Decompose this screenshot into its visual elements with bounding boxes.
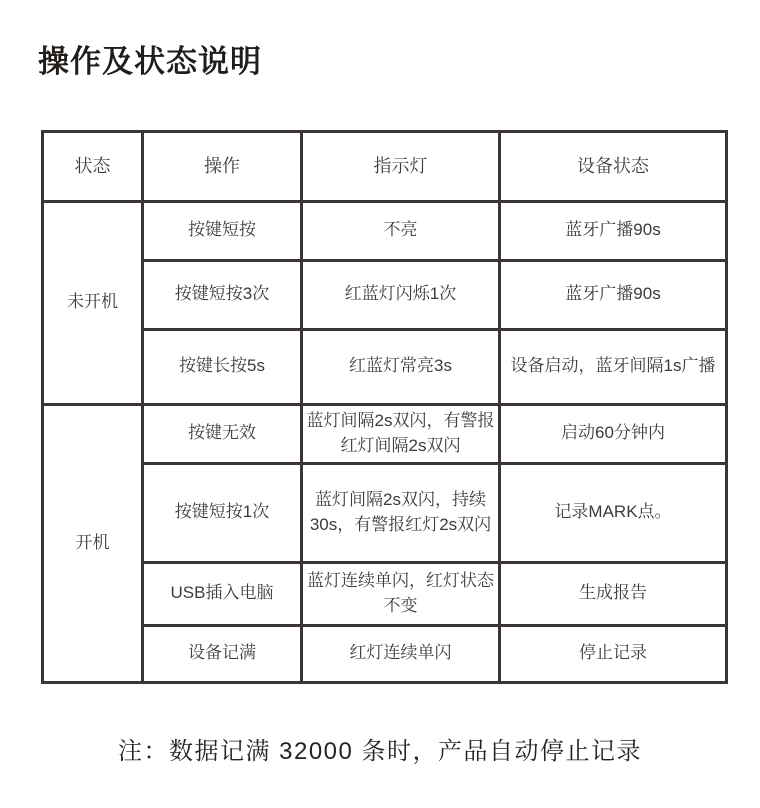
cell-indicator: 蓝灯间隔2s双闪，有警报红灯间隔2s双闪 xyxy=(302,404,500,463)
cell-device-status: 停止记录 xyxy=(500,625,727,682)
cell-operation: USB插入电脑 xyxy=(143,562,302,625)
table-row xyxy=(43,404,727,463)
header-operation: 操作 xyxy=(143,131,302,201)
cell-operation: 按键长按5s xyxy=(143,329,302,404)
footnote: 注：数据记满 32000 条时，产品自动停止记录 xyxy=(117,737,643,765)
cell-operation: 按键无效 xyxy=(143,404,302,463)
cell-state-off: 未开机 xyxy=(43,201,143,404)
cell-indicator: 不亮 xyxy=(302,201,500,260)
page-title: 操作及状态说明 xyxy=(38,44,262,79)
cell-indicator: 红灯连续单闪 xyxy=(302,625,500,682)
header-indicator: 指示灯 xyxy=(302,131,500,201)
cell-indicator: 红蓝灯常亮3s xyxy=(302,329,500,404)
cell-operation: 按键短按 xyxy=(143,201,302,260)
cell-operation: 按键短按1次 xyxy=(143,463,302,562)
table-row xyxy=(43,625,727,682)
cell-indicator: 红蓝灯闪烁1次 xyxy=(302,260,500,329)
cell-device-status: 启动60分钟内 xyxy=(500,404,727,463)
table-row xyxy=(43,329,727,404)
cell-device-status: 设备启动，蓝牙间隔1s广播 xyxy=(500,329,727,404)
table-row xyxy=(43,463,727,562)
status-table xyxy=(41,130,728,684)
cell-indicator: 蓝灯间隔2s双闪，持续30s，有警报红灯2s双闪 xyxy=(302,463,500,562)
cell-device-status: 蓝牙广播90s xyxy=(500,260,727,329)
cell-device-status: 蓝牙广播90s xyxy=(500,201,727,260)
cell-state-on: 开机 xyxy=(43,404,143,682)
table-row xyxy=(43,260,727,329)
header-state: 状态 xyxy=(43,131,143,201)
table-header-row xyxy=(43,131,727,201)
table-row xyxy=(43,562,727,625)
cell-operation: 按键短按3次 xyxy=(143,260,302,329)
cell-indicator: 蓝灯连续单闪，红灯状态不变 xyxy=(302,562,500,625)
cell-operation: 设备记满 xyxy=(143,625,302,682)
table-row xyxy=(43,201,727,260)
cell-device-status: 生成报告 xyxy=(500,562,727,625)
header-device-status: 设备状态 xyxy=(500,131,727,201)
cell-device-status: 记录MARK点。 xyxy=(500,463,727,562)
